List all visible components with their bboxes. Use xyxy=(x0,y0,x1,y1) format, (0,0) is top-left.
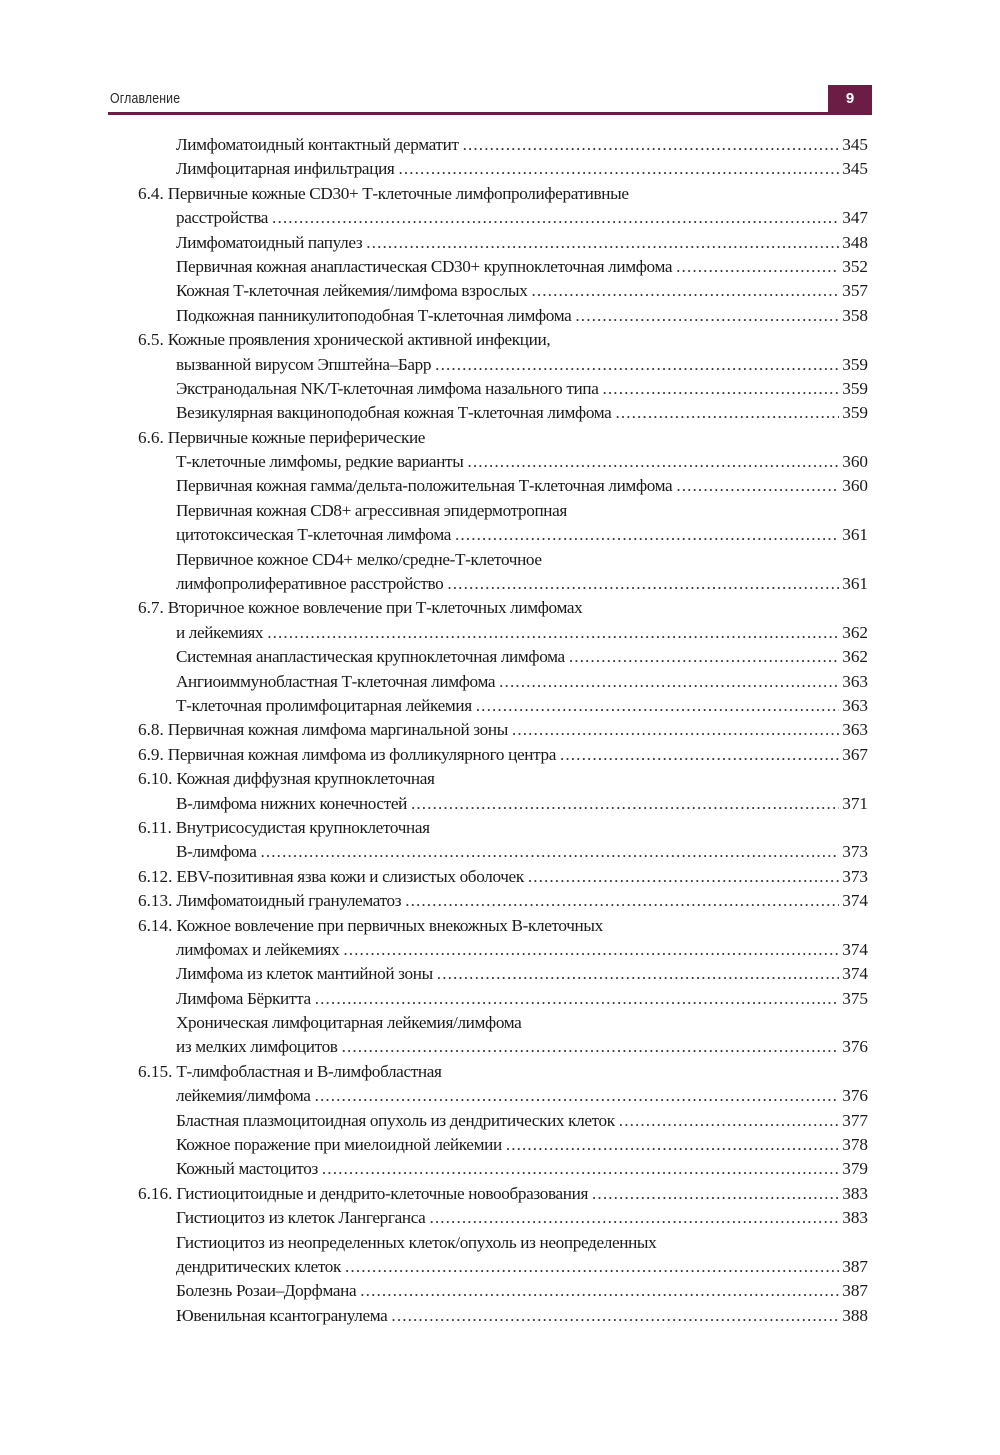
entry-title: EBV-позитивная язва кожи и слизистых оболочек xyxy=(176,866,524,886)
toc-entry[interactable] xyxy=(138,182,868,206)
entry-title: лимфомах и лейкемиях xyxy=(176,939,340,959)
toc-entry[interactable] xyxy=(138,1084,868,1108)
entry-title: Первичная кожная лимфома маргинальной зоны xyxy=(167,720,508,740)
entry-title: расстройства xyxy=(176,208,269,228)
entry-title: дендритических клеток xyxy=(176,1256,342,1276)
dot-leader xyxy=(437,962,839,986)
entry-title: Ювенильная ксантогранулема xyxy=(176,1305,388,1325)
dot-leader xyxy=(603,377,840,401)
section-number: 6.13. xyxy=(138,891,173,911)
page-number: 362 xyxy=(842,622,868,642)
page-number: 361 xyxy=(842,525,868,545)
toc-entry[interactable] xyxy=(138,523,868,547)
section-number: 6.11. xyxy=(138,817,172,837)
toc-entry[interactable] xyxy=(138,694,868,718)
dot-leader xyxy=(343,938,839,962)
dot-leader xyxy=(531,279,839,303)
toc-entry[interactable] xyxy=(138,1206,868,1230)
toc-entry[interactable] xyxy=(138,1182,868,1206)
dot-leader xyxy=(342,1035,840,1059)
page-number: 360 xyxy=(842,476,868,496)
dot-leader xyxy=(455,523,839,547)
toc-entry[interactable] xyxy=(138,1109,868,1133)
dot-leader xyxy=(322,1157,839,1181)
toc-entry[interactable] xyxy=(138,1255,868,1279)
page-number-badge: 9 xyxy=(828,85,872,112)
toc-entry[interactable] xyxy=(138,670,868,694)
entry-title: из мелких лимфоцитов xyxy=(176,1037,338,1057)
toc-entry[interactable] xyxy=(138,231,868,255)
page-number: 377 xyxy=(842,1110,868,1130)
entry-title: Везикулярная вакциноподобная кожная Т-клеточная лимфома xyxy=(176,403,612,423)
page-number: 348 xyxy=(842,232,868,252)
toc-entry[interactable] xyxy=(138,621,868,645)
entry-title: Кожное поражение при миелоидной лейкемии xyxy=(176,1135,502,1155)
toc-entry[interactable] xyxy=(138,645,868,669)
toc-entry[interactable] xyxy=(138,767,868,791)
page-number: 388 xyxy=(842,1305,868,1325)
entry-title: Лимфоматоидный папулез xyxy=(176,232,363,252)
toc-entry[interactable] xyxy=(138,1133,868,1157)
toc-entry[interactable] xyxy=(138,255,868,279)
entry-title: Кожная Т-клеточная лейкемия/лимфома взрослых xyxy=(176,281,528,301)
dot-leader xyxy=(391,1304,839,1328)
toc-entry[interactable] xyxy=(138,914,868,938)
entry-title: Гистиоцитоз из клеток Лангерганса xyxy=(176,1208,426,1228)
entry-title: Первичная кожная CD8+ агрессивная эпидермотропная xyxy=(176,500,567,520)
entry-title: Лимфоцитарная инфильтрация xyxy=(176,159,395,179)
entry-title: и лейкемиях xyxy=(176,622,264,642)
entry-title: Лимфома из клеток мантийной зоны xyxy=(176,964,433,984)
dot-leader xyxy=(512,718,839,742)
dot-leader xyxy=(476,694,839,718)
dot-leader xyxy=(345,1255,839,1279)
page-number: 387 xyxy=(842,1281,868,1301)
page-number: 360 xyxy=(842,452,868,472)
page-number: 376 xyxy=(842,1086,868,1106)
dot-leader xyxy=(405,889,839,913)
dot-leader xyxy=(315,1084,840,1108)
toc-entry[interactable] xyxy=(138,133,868,157)
dot-leader xyxy=(560,743,839,767)
entry-title: Бластная плазмоцитоидная опухоль из дендритических клеток xyxy=(176,1110,615,1130)
entry-title: Ангиоиммунобластная Т-клеточная лимфома xyxy=(176,671,496,691)
dot-leader xyxy=(463,133,840,157)
page-number: 357 xyxy=(842,281,868,301)
entry-title: Кожное вовлечение при первичных внекожных В-клеточных xyxy=(176,915,603,935)
entry-title: вызванной вирусом Эпштейна–Барр xyxy=(176,354,432,374)
toc-entry[interactable] xyxy=(138,353,868,377)
section-number: 6.9. xyxy=(138,744,164,764)
table-of-contents xyxy=(138,133,868,1328)
entry-title: Первичная кожная анапластическая CD30+ крупноклеточная лимфома xyxy=(176,256,673,276)
toc-entry[interactable] xyxy=(138,499,868,523)
page-number: 347 xyxy=(842,208,868,228)
toc-entry[interactable] xyxy=(138,572,868,596)
entry-title: Внутрисосудистая крупноклеточная xyxy=(175,817,430,837)
toc-entry[interactable] xyxy=(138,987,868,1011)
toc-entry[interactable] xyxy=(138,401,868,425)
dot-leader xyxy=(569,645,839,669)
section-number: 6.5. xyxy=(138,330,164,350)
entry-title: Экстранодальная NK/T-клеточная лимфома назального типа xyxy=(176,378,599,398)
entry-title: Вторичное кожное вовлечение при Т-клеточных лимфомах xyxy=(167,598,583,618)
dot-leader xyxy=(435,353,839,377)
page-number: 358 xyxy=(842,305,868,325)
section-number: 6.14. xyxy=(138,915,173,935)
section-number: 6.8. xyxy=(138,720,164,740)
page-number: 345 xyxy=(842,135,868,154)
toc-entry[interactable] xyxy=(138,474,868,498)
entry-title: В-лимфома нижних конечностей xyxy=(176,793,407,813)
toc-entry[interactable] xyxy=(138,1060,868,1084)
section-number: 6.15. xyxy=(138,1061,173,1081)
entry-title: Т-лимфобластная и В-лимфобластная xyxy=(176,1061,442,1081)
dot-leader xyxy=(272,206,839,230)
section-number: 6.4. xyxy=(138,183,164,203)
page-number: 374 xyxy=(842,939,868,959)
dot-leader xyxy=(267,621,839,645)
entry-title: Лимфома Бёркитта xyxy=(176,988,311,1008)
entry-title: Системная анапластическая крупноклеточная лимфома xyxy=(176,647,565,667)
page-number: 345 xyxy=(842,159,868,179)
entry-title: Лимфоматоидный контактный дерматит xyxy=(176,135,459,154)
page-number: 373 xyxy=(842,842,868,862)
page-number: 383 xyxy=(842,1183,868,1203)
dot-leader xyxy=(506,1133,839,1157)
toc-entry[interactable] xyxy=(138,328,868,352)
entry-title: Т-клеточные лимфомы, редкие варианты xyxy=(176,452,464,472)
dot-leader xyxy=(676,474,839,498)
toc-entry[interactable] xyxy=(138,1157,868,1181)
entry-title: Гистиоцитоидные и дендрито-клеточные новообразования xyxy=(176,1183,589,1203)
header-title: Оглавление xyxy=(110,90,181,107)
entry-title: лимфопролиферативное расстройство xyxy=(176,574,444,594)
toc-entry[interactable] xyxy=(138,1279,868,1303)
entry-title: Первичная кожная лимфома из фолликулярного центра xyxy=(167,744,556,764)
dot-leader xyxy=(499,670,839,694)
dot-leader xyxy=(260,840,839,864)
toc-entry[interactable] xyxy=(138,279,868,303)
dot-leader xyxy=(411,792,839,816)
dot-leader xyxy=(429,1206,839,1230)
page-number: 374 xyxy=(842,891,868,911)
page-number: 375 xyxy=(842,988,868,1008)
entry-title: Лимфоматоидный гранулематоз xyxy=(176,891,402,911)
entry-title: Первичная кожная гамма/дельта-положительная Т-клеточная лимфома xyxy=(176,476,673,496)
page-number: 352 xyxy=(842,256,868,276)
entry-title: Подкожная панникулитоподобная Т-клеточная лимфома xyxy=(176,305,572,325)
toc-entry[interactable] xyxy=(138,596,868,620)
section-number: 6.10. xyxy=(138,769,173,789)
running-header xyxy=(108,86,872,115)
entry-title: Первичное кожное CD4+ мелко/средне-Т-клеточное xyxy=(176,549,542,569)
dot-leader xyxy=(592,1182,839,1206)
toc-entry[interactable] xyxy=(138,816,868,840)
dot-leader xyxy=(676,255,839,279)
dot-leader xyxy=(360,1279,839,1303)
page-number: 371 xyxy=(842,793,868,813)
page-number: 373 xyxy=(842,866,868,886)
toc-entry[interactable] xyxy=(138,1231,868,1255)
page-number: 363 xyxy=(842,695,868,715)
entry-title: цитотоксическая Т-клеточная лимфома xyxy=(176,525,452,545)
section-number: 6.16. xyxy=(138,1183,173,1203)
toc-entry[interactable] xyxy=(138,548,868,572)
section-number: 6.12. xyxy=(138,866,173,886)
entry-title: В-лимфома xyxy=(176,842,257,862)
dot-leader xyxy=(398,157,839,181)
toc-entry[interactable] xyxy=(138,865,868,889)
toc-entry[interactable] xyxy=(138,840,868,864)
dot-leader xyxy=(528,865,839,889)
toc-entry[interactable] xyxy=(138,377,868,401)
toc-entry[interactable] xyxy=(138,304,868,328)
page-number: 379 xyxy=(842,1159,868,1179)
page-number: 359 xyxy=(842,378,868,398)
page-number: 359 xyxy=(842,354,868,374)
section-number: 6.6. xyxy=(138,427,164,447)
toc-entry[interactable] xyxy=(138,1035,868,1059)
entry-title: Гистиоцитоз из неопределенных клеток/опухоль из неопределенных xyxy=(176,1232,657,1252)
entry-title: Кожная диффузная крупноклеточная xyxy=(176,769,435,789)
entry-title: лейкемия/лимфома xyxy=(176,1086,311,1106)
dot-leader xyxy=(315,987,839,1011)
entry-title: Кожный мастоцитоз xyxy=(176,1159,318,1179)
toc-entry[interactable] xyxy=(138,718,868,742)
dot-leader xyxy=(619,1109,839,1133)
entry-title: Т-клеточная пролимфоцитарная лейкемия xyxy=(176,695,472,715)
entry-title: Первичные кожные периферические xyxy=(167,427,426,447)
dot-leader xyxy=(467,450,839,474)
toc-entry[interactable] xyxy=(138,889,868,913)
page-number: 378 xyxy=(842,1135,868,1155)
page-number: 361 xyxy=(842,574,868,594)
toc-entry[interactable] xyxy=(138,206,868,230)
dot-leader xyxy=(575,304,839,328)
page-number: 383 xyxy=(842,1208,868,1228)
toc-entry[interactable] xyxy=(138,1011,868,1035)
page-number: 363 xyxy=(842,671,868,691)
page-number: 363 xyxy=(842,720,868,740)
toc-entry[interactable] xyxy=(138,426,868,450)
page-number: 359 xyxy=(842,403,868,423)
toc-entry[interactable] xyxy=(138,792,868,816)
page-number: 376 xyxy=(842,1037,868,1057)
page-number: 387 xyxy=(842,1256,868,1276)
toc-entry[interactable] xyxy=(138,1304,868,1328)
entry-title: Хроническая лимфоцитарная лейкемия/лимфома xyxy=(176,1013,522,1033)
page-number: 362 xyxy=(842,647,868,667)
toc-entry[interactable] xyxy=(138,962,868,986)
dot-leader xyxy=(615,401,839,425)
entry-title: Первичные кожные CD30+ Т-клеточные лимфопролиферативные xyxy=(167,183,629,203)
dot-leader xyxy=(447,572,839,596)
section-number: 6.7. xyxy=(138,598,164,618)
toc-entry[interactable] xyxy=(138,157,868,181)
page-number: 374 xyxy=(842,964,868,984)
toc-entry[interactable] xyxy=(138,450,868,474)
page-number: 367 xyxy=(842,744,868,764)
toc-entry[interactable] xyxy=(138,743,868,767)
toc-entry[interactable] xyxy=(138,938,868,962)
dot-leader xyxy=(366,231,839,255)
entry-title: Кожные проявления хронической активной инфекции, xyxy=(167,330,551,350)
entry-title: Болезнь Розаи–Дорфмана xyxy=(176,1281,357,1301)
